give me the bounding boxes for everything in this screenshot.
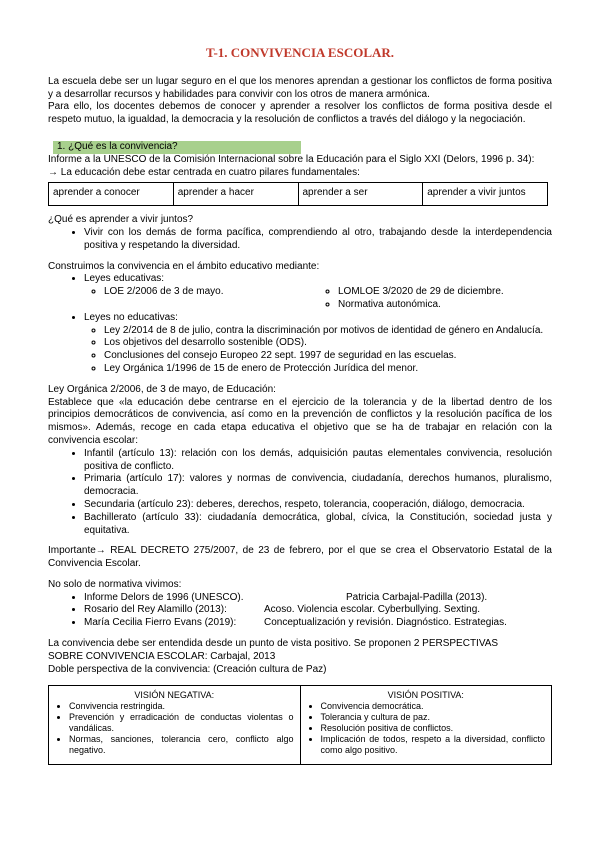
- section-heading-highlight: 1. ¿Qué es la convivencia?: [53, 141, 301, 154]
- construimos-list: [48, 273, 552, 375]
- vision-table: [48, 685, 552, 765]
- perspectivas-line: Doble perspectiva de la convivencia: (Creación cultura de Paz): [48, 663, 327, 675]
- pillar-cell: aprender a vivir juntos: [423, 183, 548, 206]
- list-item: [84, 312, 552, 376]
- list-item: ◦ Normativa autonómica.: [338, 299, 552, 312]
- list-item: • Infantil (artículo 13): relación con los demás, adquisición pautas elementales convivencia, resolución positiva de conflicto.: [84, 448, 552, 474]
- list-item: [84, 273, 552, 311]
- vision-negativa-title: VISIÓN NEGATIVA:: [134, 690, 215, 701]
- unesco-report: Informe a la UNESCO de la Comisión Internacional sobre la Educación para el Siglo XXI (Delors, 1996 p. 34):: [48, 153, 535, 165]
- pillars-intro: → La educación debe estar centrada en cuatro pilares fundamentales:: [48, 166, 360, 178]
- list-item: • Prevención y erradicación de conductas violentas o vandálicas.: [69, 712, 294, 734]
- vivir-juntos-list: [48, 227, 552, 253]
- list-item: ◦ Ley 2/2014 de 8 de julio, contra la discriminación por motivos de identidad de género en Andalucía.: [104, 325, 552, 338]
- intro-paragraph: Para ello, los docentes debemos de conocer y aprender a resolver los conflictos de forma positiva desde el respeto mutuo, la igualdad, la democracia y la resolución de conflictos a través del diálogo y la negociación.: [48, 101, 552, 126]
- leyes-no-educativas-label: Leyes no educativas:: [84, 311, 178, 323]
- vision-negativa-cell: [49, 686, 301, 765]
- vision-positiva-title: VISIÓN POSITIVA:: [387, 690, 464, 701]
- list-item: • Primaria (artículo 17): valores y normas de convivencia, ciudadanía, derechos humanos, pluralismo, democracia.: [84, 473, 552, 499]
- loe-stages: [48, 448, 552, 538]
- pillar-cell: aprender a ser: [298, 183, 423, 206]
- intro: [48, 76, 552, 127]
- perspectivas-line: SOBRE CONVIVENCIA ESCOLAR: Carbajal, 2013: [48, 650, 276, 662]
- pillar-cell: aprender a conocer: [49, 183, 174, 206]
- normativa-list: [48, 592, 552, 630]
- list-item: • Convivencia restringida.: [69, 701, 294, 712]
- intro-paragraph: La escuela debe ser un lugar seguro en el que los menores aprendan a gestionar los conflictos de forma positiva y a desarrollar recursos y habilidades para convivir con los otros de manera armónica.: [48, 75, 552, 100]
- document-page: [48, 47, 552, 765]
- list-item: • Vivir con los demás de forma pacífica, comprendiendo al otro, trabajando desde la interdependencia positiva y respetando la diversidad.: [84, 227, 552, 253]
- loe-text: Establece que «la educación debe centrarse en el ejercicio de la tolerancia y de la libertad dentro de los principios democráticos de convivencia, así como en la prevención de conflictos y la resolución pacífica de los mismos». Además, recoge en cada etapa educativa el objetivo que se ha de trabajar en relación con la convivencia escolar:: [48, 396, 552, 446]
- normativa-heading: No solo de normativa vivimos:: [48, 578, 182, 590]
- leyes-educativas-columns: [84, 286, 552, 312]
- list-item: ◦ LOMLOE 3/2020 de 29 de diciembre.: [338, 286, 552, 299]
- normativa-author: • María Cecilia Fierro Evans (2019):: [84, 617, 237, 629]
- loe-heading: Ley Orgánica 2/2006, de 3 de mayo, de Educación:: [48, 383, 276, 395]
- perspectivas-line: La convivencia debe ser entendida desde un punto de vista positivo. Se proponen 2 PERSPECTIVAS: [48, 638, 499, 650]
- list-item: • Implicación de todos, respeto a la diversidad, conflicto como algo positivo.: [321, 734, 546, 756]
- normativa-topics: Acoso. Violencia escolar. Cyberbullying. Sexting.: [264, 604, 481, 616]
- list-item: • Bachillerato (artículo 33): ciudadanía democrática, global, cívica, la Constitución, sociedad justa y equitativa.: [84, 512, 552, 538]
- leyes-educativas-label: Leyes educativas:: [84, 273, 165, 285]
- list-item: [84, 617, 552, 630]
- list-item: ◦ LOE 2/2006 de 3 de mayo.: [104, 286, 318, 299]
- list-item: • Resolución positiva de conflictos.: [321, 723, 546, 734]
- document-title: T-1. CONVIVENCIA ESCOLAR.: [205, 45, 395, 60]
- list-item: ◦ Los objetivos del desarrollo sostenible (ODS).: [104, 337, 552, 350]
- list-item: • Convivencia democrática.: [321, 701, 546, 712]
- construimos-heading: Construimos la convivencia en el ámbito educativo mediante:: [48, 260, 320, 272]
- list-item: [84, 592, 552, 605]
- pillar-cell: aprender a hacer: [173, 183, 298, 206]
- normativa-topics: Conceptualización y revisión. Diagnóstico. Estrategias.: [264, 617, 507, 629]
- vision-positiva-cell: [300, 686, 552, 765]
- list-item: [84, 604, 552, 617]
- list-item: • Normas, sanciones, tolerancia cero, conflicto algo negativo.: [69, 734, 294, 756]
- pillars-table: [48, 182, 548, 206]
- list-item: • Tolerancia y cultura de paz.: [321, 712, 546, 723]
- list-item: ◦ Conclusiones del consejo Europeo 22 sept. 1997 de seguridad en las escuelas.: [104, 350, 552, 363]
- normativa-author: • Rosario del Rey Alamillo (2013):: [84, 604, 227, 616]
- vivir-juntos-question: ¿Qué es aprender a vivir juntos?: [48, 214, 194, 226]
- list-item: ◦ Ley Orgánica 1/1996 de 15 de enero de Protección Jurídica del menor.: [104, 363, 552, 376]
- normativa-author: • Informe Delors de 1996 (UNESCO).: [84, 591, 244, 603]
- section-heading: [53, 141, 552, 154]
- list-item: • Secundaria (artículo 23): deberes, derechos, respeto, tolerancia, cooperación, diálogo, democracia.: [84, 499, 552, 512]
- normativa-author: Patricia Carbajal-Padilla (2013).: [346, 591, 488, 603]
- importante-note: Importante→ REAL DECRETO 275/2007, de 23 de febrero, por el que se crea el Observatorio Estatal de la Convivencia Escolar.: [48, 545, 552, 570]
